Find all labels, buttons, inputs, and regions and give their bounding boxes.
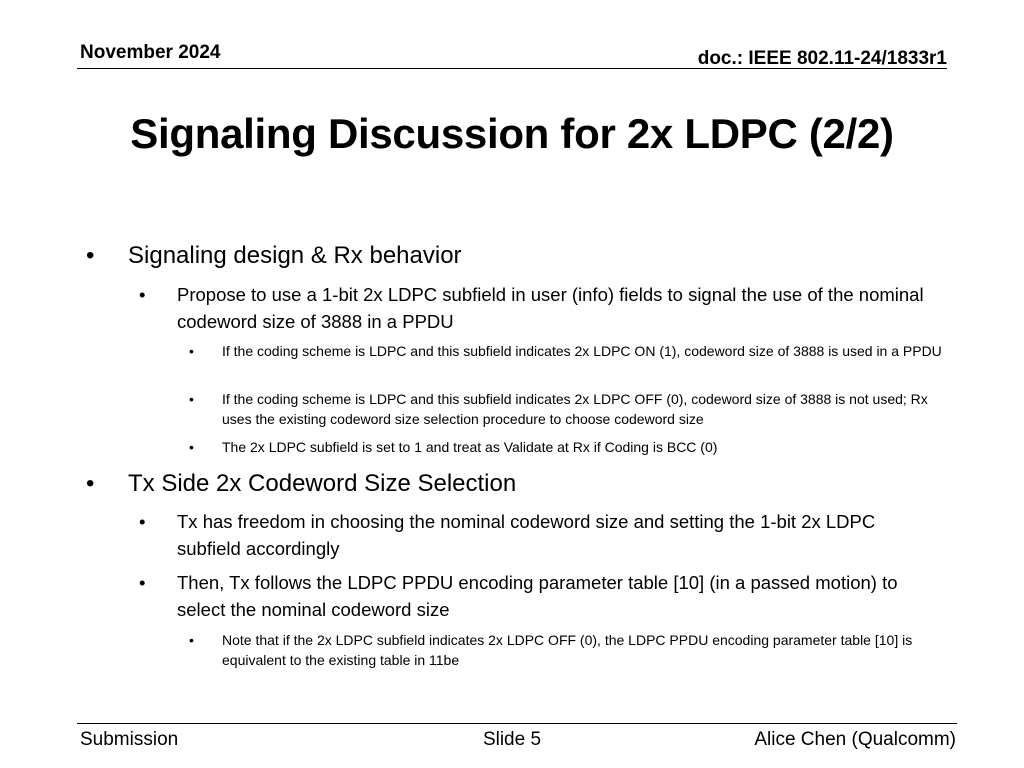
footer-submission: Submission — [80, 729, 179, 750]
sub-bullet-tx-follows — [139, 569, 937, 623]
bullet-marker: • — [189, 439, 194, 455]
bullet-text: Tx Side 2x Codeword Size Selection — [128, 470, 517, 497]
bullet-marker: • — [189, 391, 194, 407]
header-divider — [77, 68, 947, 69]
sub-sub-bullet-bcc — [189, 437, 942, 457]
bullet-text: If the coding scheme is LDPC and this subfield indicates 2x LDPC OFF (0), codeword size of 3888 is not used; Rx uses the existing codeword size selection procedure to choose codeword size — [222, 391, 928, 427]
bullet-marker: • — [139, 284, 146, 305]
slide-title: Signaling Discussion for 2x LDPC (2/2) — [130, 110, 894, 157]
bullet-text: Signaling design & Rx behavior — [128, 242, 462, 269]
bullet-marker: • — [139, 511, 146, 532]
bullet-tx-side — [86, 470, 948, 498]
header-doc-id: doc.: IEEE 802.11-24/1833r1 — [697, 48, 947, 69]
footer-slide-number: Slide 5 — [482, 729, 542, 750]
header-date: November 2024 — [80, 42, 221, 63]
bullet-marker: • — [86, 470, 95, 497]
sub-bullet-propose-1bit — [139, 281, 952, 335]
sub-sub-bullet-note — [189, 630, 942, 670]
bullet-text: Then, Tx follows the LDPC PPDU encoding parameter table [10] (in a passed motion) to select the nominal codeword size — [177, 572, 898, 620]
sub-sub-bullet-ldpc-off — [189, 389, 942, 429]
sub-sub-bullet-ldpc-on — [189, 341, 942, 361]
bullet-marker: • — [189, 632, 194, 648]
bullet-text: The 2x LDPC subfield is set to 1 and treat as Validate at Rx if Coding is BCC (0) — [222, 439, 718, 455]
footer-author: Alice Chen (Qualcomm) — [754, 729, 956, 750]
footer-divider — [77, 723, 957, 724]
bullet-text: Note that if the 2x LDPC subfield indicates 2x LDPC OFF (0), the LDPC PPDU encoding parameter table [10] is equivalent to the existing table in 11be — [222, 632, 913, 668]
bullet-text: Tx has freedom in choosing the nominal codeword size and setting the 1-bit 2x LDPC subfield accordingly — [177, 511, 876, 559]
bullet-text: If the coding scheme is LDPC and this subfield indicates 2x LDPC ON (1), codeword size of 3888 is used in a PPDU — [222, 343, 942, 359]
bullet-signaling-design — [86, 242, 948, 270]
bullet-text: Propose to use a 1-bit 2x LDPC subfield in user (info) fields to signal the use of the nominal codeword size of 3888 in a PPDU — [177, 284, 924, 332]
bullet-marker: • — [86, 242, 95, 269]
sub-bullet-tx-freedom — [139, 508, 937, 562]
bullet-marker: • — [139, 572, 146, 593]
bullet-marker: • — [189, 343, 194, 359]
